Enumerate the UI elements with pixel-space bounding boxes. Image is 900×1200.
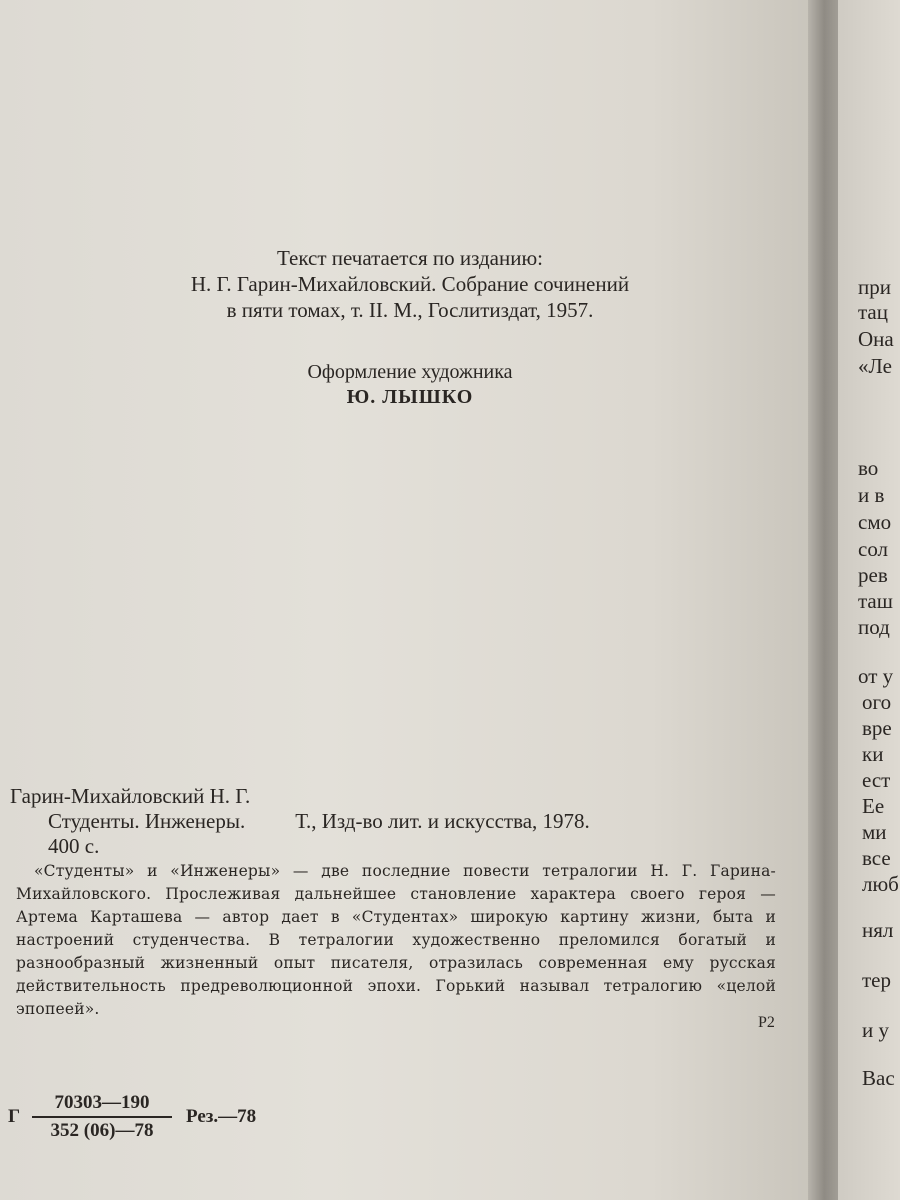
right-fragment: смо	[858, 510, 892, 534]
right-fragment: вре	[862, 716, 892, 740]
source-edition-line-3: в пяти томах, т. II. М., Гослитиздат, 1957.	[226, 298, 594, 322]
index-numerator: 70303—190	[32, 1092, 172, 1118]
right-fragment: и в	[858, 483, 885, 507]
right-fragment: все	[862, 846, 891, 870]
right-fragment: ми	[862, 820, 887, 844]
catalog-publisher: Т., Изд-во лит. и искусства, 1978.	[295, 809, 590, 833]
right-fragment: таш	[858, 589, 893, 613]
right-fragment: Ее	[862, 794, 885, 818]
right-fragment: и у	[862, 1018, 889, 1042]
right-fragment: ки	[862, 742, 884, 766]
artist-name: Ю. ЛЫШКО	[346, 386, 474, 408]
design-label: Оформление художника	[307, 361, 513, 383]
right-fragment: от у	[858, 664, 894, 688]
index-fraction	[32, 1092, 172, 1142]
right-fragment: во	[858, 456, 879, 480]
catalog-pages: 400 с.	[48, 834, 100, 858]
catalog-author: Гарин-Михайловский Н. Г.	[10, 784, 251, 808]
catalog-card	[10, 784, 710, 859]
index-denominator: 352 (06)—78	[50, 1120, 154, 1141]
annotation-text: «Студенты» и «Инженеры» — две последние повести тетралогии Н. Г. Гарина-Михайловского. Прослеживая дальнейшее становление характера своего героя — Артема Карташева — автор дает в «Студентах» широкую картину жизни, быта и настроений студенчества. В тетралогии художественно преломился богатый и разнообразный жизненный опыт писателя, отразилась современная ему русская действительность предреволюционной эпохи. Горький называл тетралогию «целой эпопеей».	[16, 862, 776, 1018]
classification-code: Р2	[758, 1014, 775, 1031]
right-fragment: ест	[862, 768, 891, 792]
right-fragment: нял	[862, 918, 894, 942]
right-fragment: тер	[862, 968, 891, 992]
index-rez: Рез.—78	[186, 1106, 257, 1127]
catalog-title: Студенты. Инженеры.	[48, 809, 246, 833]
source-edition-line-1: Текст печатается по изданию:	[276, 246, 544, 270]
right-fragment: люб	[862, 872, 899, 896]
right-fragment: Она	[858, 327, 894, 351]
right-fragment: рев	[858, 563, 888, 587]
source-edition-note	[150, 245, 670, 323]
index-letter: Г	[8, 1106, 21, 1127]
right-fragment: при	[858, 275, 891, 299]
catalog-title-row	[10, 809, 710, 834]
source-edition-line-2: Н. Г. Гарин-Михайловский. Собрание сочинений	[190, 272, 630, 296]
right-fragment: сол	[858, 537, 889, 561]
right-fragment: тац	[858, 300, 888, 324]
right-page	[838, 0, 900, 1200]
design-credit	[150, 360, 670, 410]
right-fragment: Вас	[862, 1066, 895, 1090]
right-fragment: под	[858, 615, 890, 639]
right-fragment: «Ле	[858, 354, 892, 378]
right-fragment: ого	[862, 690, 892, 714]
